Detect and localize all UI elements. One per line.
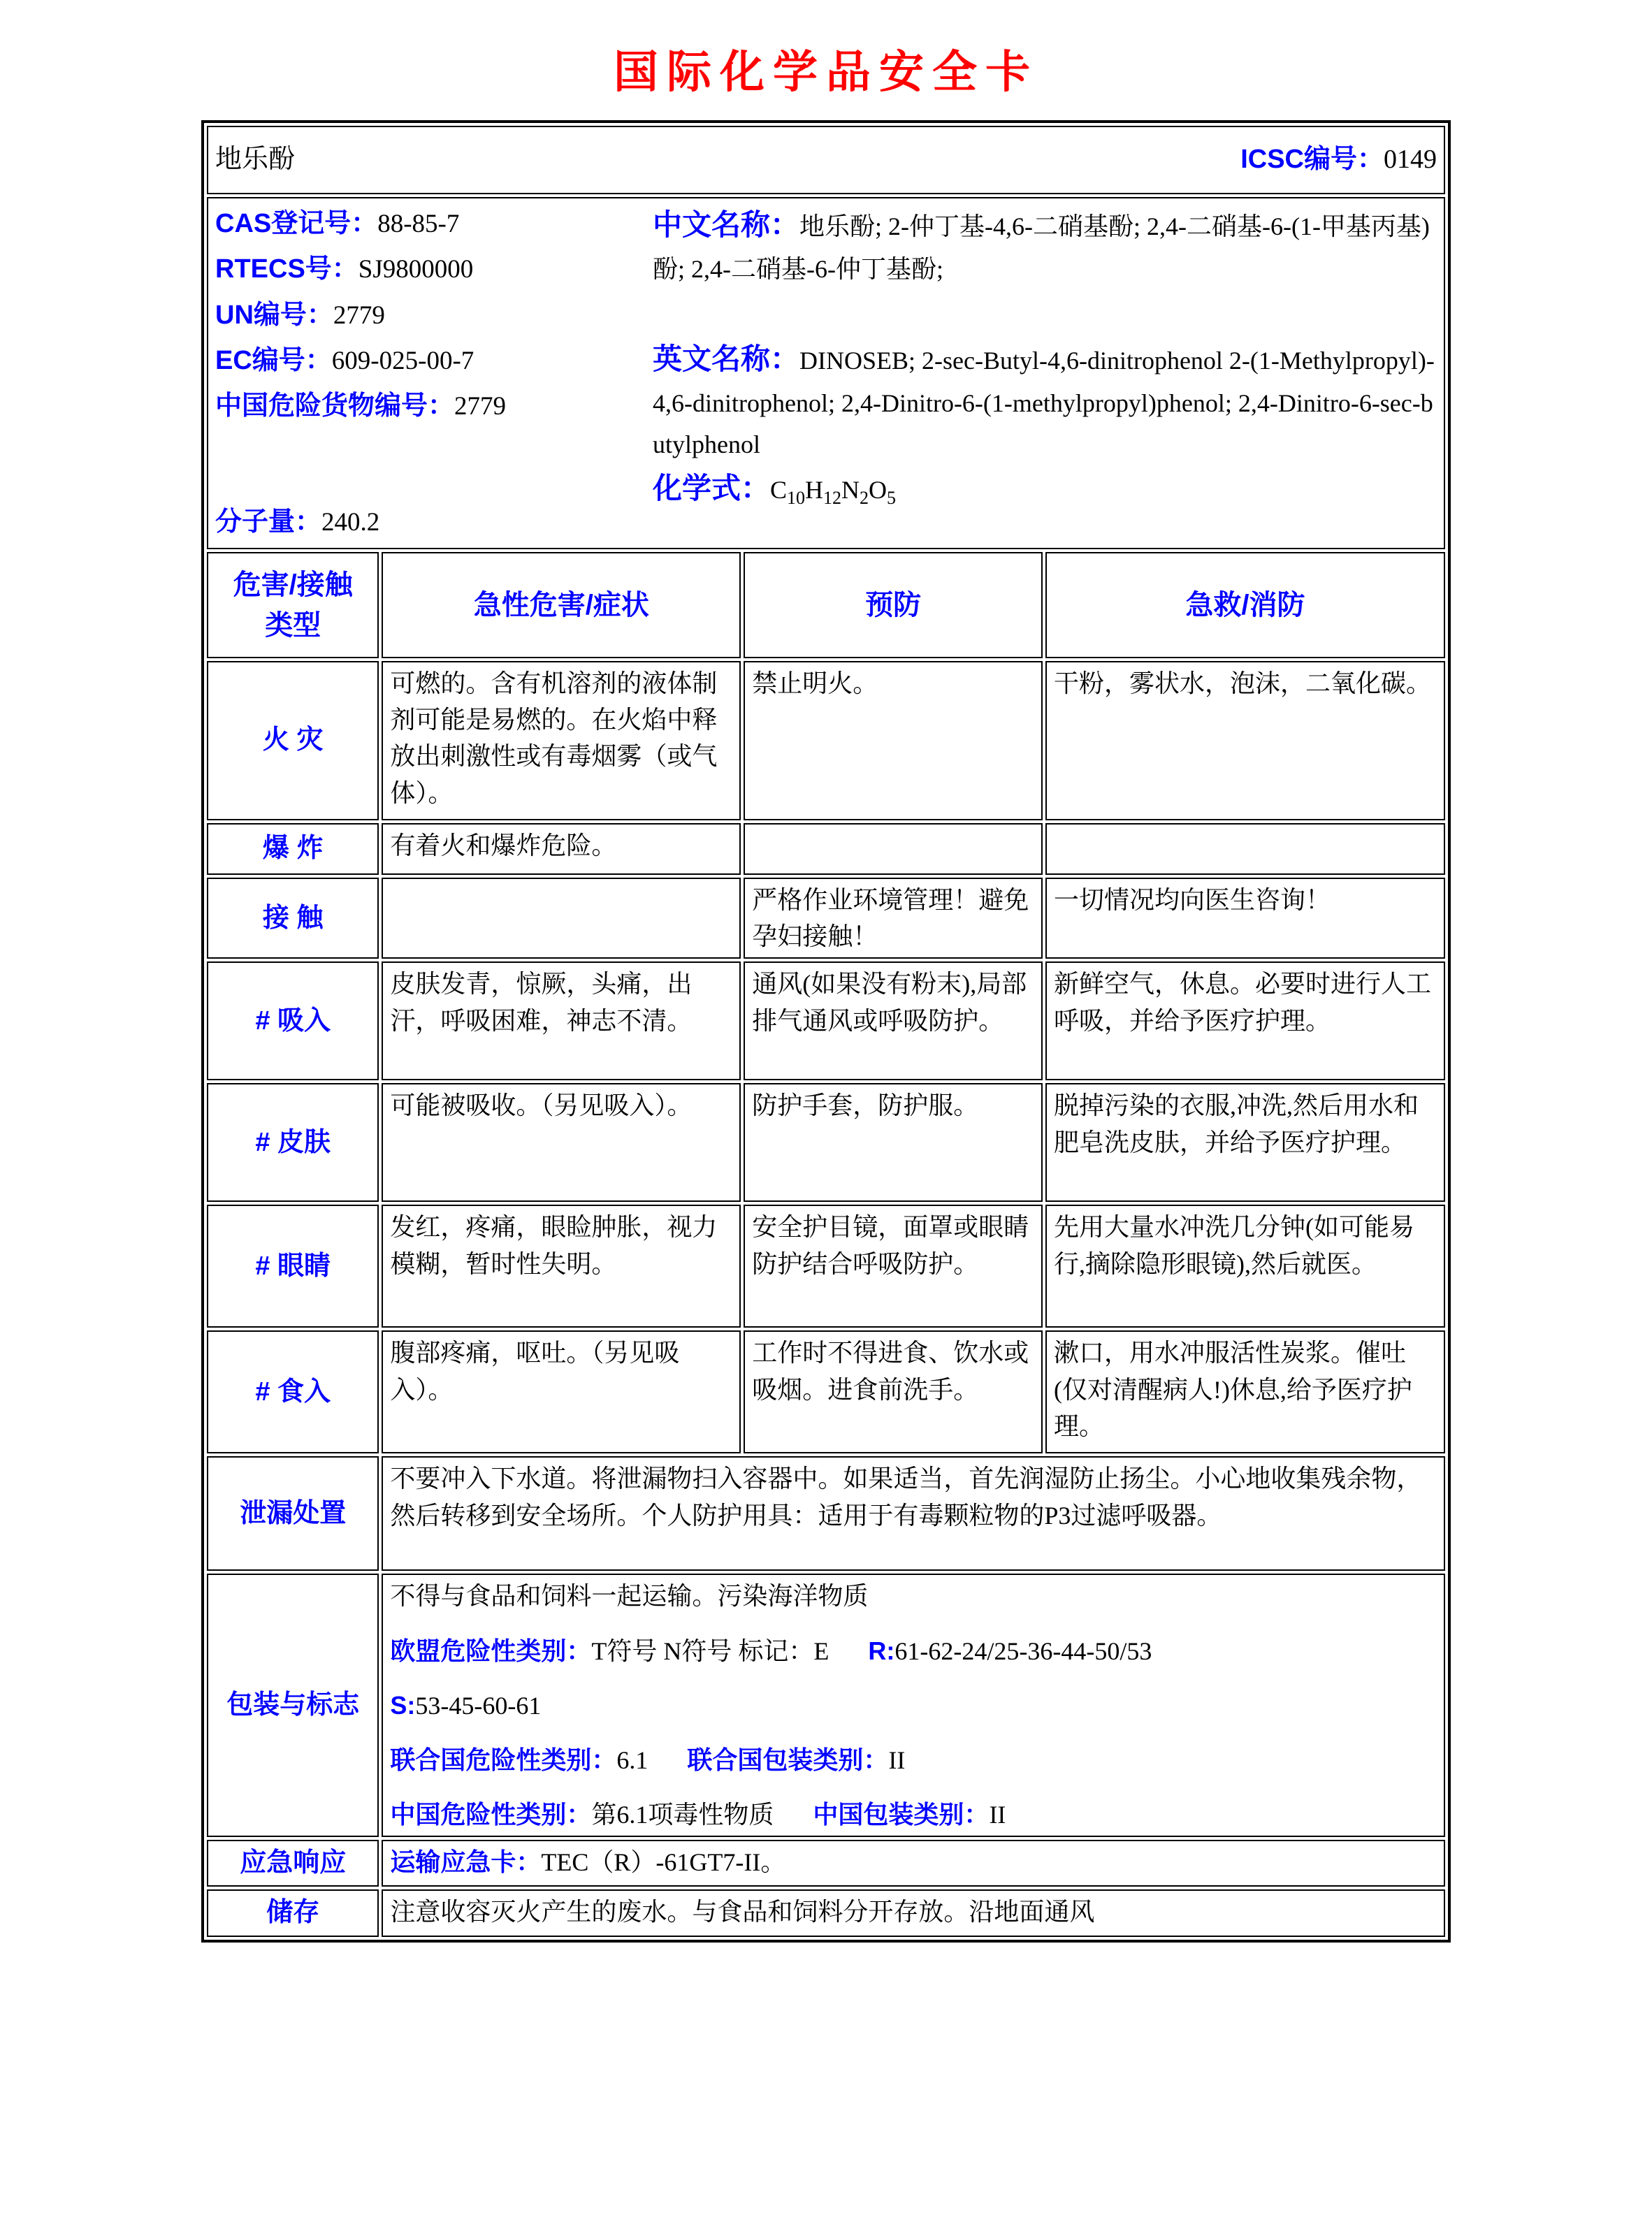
emergency-label: 应急响应 xyxy=(207,1840,379,1887)
transport-card-value: TEC（R）-61GT7-II。 xyxy=(541,1848,786,1877)
registry-numbers xyxy=(215,201,640,545)
emergency-row xyxy=(207,1840,1445,1887)
un-value: 2779 xyxy=(333,300,385,330)
packing-row xyxy=(207,1574,1445,1837)
exposure-firstaid: 一切情况均向医生咨询！ xyxy=(1045,878,1445,959)
chemical-names xyxy=(640,201,1437,545)
cn-dg-label: 中国危险货物编号： xyxy=(215,391,455,421)
formula-element: N xyxy=(841,476,860,504)
fire-prevention: 禁止明火。 xyxy=(744,661,1043,820)
un-class-label: 联合国危险性类别： xyxy=(390,1745,617,1774)
chinese-name-label: 中文名称： xyxy=(653,208,800,241)
chinese-name-paragraph xyxy=(653,201,1437,289)
mw-label: 分子量： xyxy=(215,507,322,537)
rtecs-value: SJ9800000 xyxy=(358,255,474,284)
un-pack-value: II xyxy=(888,1745,906,1774)
ec-number-line xyxy=(215,338,640,384)
formula-subscript: 2 xyxy=(860,488,869,509)
un-number-line xyxy=(215,293,640,338)
icsc-number-value: 0149 xyxy=(1384,145,1437,175)
hazard-row-skin xyxy=(207,1083,1445,1202)
hazard-row-explosion xyxy=(207,823,1445,875)
hazard-type-inhalation: # 吸入 xyxy=(207,961,379,1080)
formula-label: 化学式： xyxy=(653,472,771,504)
substance-header-cell xyxy=(207,126,1445,194)
english-name-paragraph xyxy=(653,335,1437,465)
formula-element: O xyxy=(869,476,887,504)
ingestion-prevention: 工作时不得进食、饮水或吸烟。进食前洗手。 xyxy=(744,1330,1043,1453)
substance-header-row xyxy=(207,126,1445,194)
column-header-prevention: 预防 xyxy=(744,552,1043,658)
inhalation-firstaid: 新鲜空气，休息。必要时进行人工呼吸，并给予医疗护理。 xyxy=(1045,961,1445,1080)
formula-subscript: 12 xyxy=(823,488,842,509)
packing-content xyxy=(382,1574,1445,1837)
cn-dg-value: 2779 xyxy=(454,392,507,421)
ingestion-symptoms: 腹部疼痛，呕吐。（另见吸入）。 xyxy=(382,1330,741,1453)
column-header-firstaid: 急救/消防 xyxy=(1045,552,1445,658)
hazard-type-skin: # 皮肤 xyxy=(207,1083,379,1202)
ec-label: EC编号： xyxy=(215,346,332,376)
eu-hazard-line xyxy=(390,1633,1437,1669)
cn-class-line xyxy=(390,1796,1437,1833)
formula-subscript: 10 xyxy=(787,488,806,509)
formula-subscript: 5 xyxy=(887,488,897,509)
chemical-formula-line xyxy=(653,465,1437,513)
eu-class-label: 欧盟危险性类别： xyxy=(390,1636,592,1665)
ingestion-firstaid: 漱口，用水冲服活性炭浆。催吐(仅对清醒病人!)休息,给予医疗护理。 xyxy=(1045,1330,1445,1453)
explosion-firstaid xyxy=(1045,823,1445,875)
r-phrases-value: 61-62-24/25-36-44-50/53 xyxy=(894,1636,1152,1665)
cn-class-value: 第6.1项毒性物质 xyxy=(591,1801,774,1829)
formula-value xyxy=(770,476,897,509)
emergency-content xyxy=(382,1840,1445,1887)
column-header-type xyxy=(207,552,379,658)
inhalation-symptoms: 皮肤发青，惊厥，头痛，出汗，呼吸困难，神志不清。 xyxy=(382,961,741,1080)
un-class-value: 6.1 xyxy=(616,1745,649,1774)
s-phrases-label: S: xyxy=(390,1690,416,1720)
eyes-prevention: 安全护目镜，面罩或眼睛防护结合呼吸防护。 xyxy=(744,1205,1043,1328)
storage-label: 储存 xyxy=(207,1889,379,1936)
icsc-table xyxy=(204,123,1448,1940)
column-header-type-line2: 类型 xyxy=(265,610,321,641)
molecular-weight-line xyxy=(215,500,640,545)
cn-dangerous-goods-line xyxy=(215,384,640,429)
explosion-symptoms: 有着火和爆炸危险。 xyxy=(382,823,741,875)
hazard-row-exposure xyxy=(207,878,1445,959)
s-phrases-value: 53-45-60-61 xyxy=(415,1691,542,1720)
safety-card xyxy=(201,120,1451,1943)
chinese-name-value: 地乐酚; 2-仲丁基-4,6-二硝基酚; 2,4-二硝基-6-(1-甲基丙基)酚; 2,4-二硝基-6-仲丁基酚; xyxy=(653,212,1430,284)
identity-row xyxy=(207,197,1445,549)
eyes-symptoms: 发红，疼痛，眼睑肿胀，视力模糊，暂时性失明。 xyxy=(382,1205,741,1328)
hazard-row-eyes xyxy=(207,1205,1445,1328)
column-header-symptoms: 急性危害/症状 xyxy=(382,552,741,658)
transport-note: 不得与食品和饲料一起运输。污染海洋物质 xyxy=(390,1582,869,1611)
s-phrases-line xyxy=(390,1687,1437,1724)
rtecs-number-line xyxy=(215,247,640,292)
exposure-prevention: 严格作业环境管理！避免孕妇接触！ xyxy=(744,878,1043,959)
spill-row xyxy=(207,1456,1445,1571)
exposure-symptoms xyxy=(382,878,741,959)
cas-label: CAS登记号： xyxy=(215,209,378,238)
formula-element: H xyxy=(805,476,824,504)
hazard-type-explosion: 爆 炸 xyxy=(207,823,379,875)
cas-value: 88-85-7 xyxy=(377,210,460,238)
transport-card-label: 运输应急卡： xyxy=(390,1847,542,1877)
column-header-row xyxy=(207,552,1445,658)
un-label: UN编号： xyxy=(215,300,333,330)
inhalation-prevention: 通风(如果没有粉末),局部排气通风或呼吸防护。 xyxy=(744,961,1043,1080)
page-title: 国际化学品安全卡 xyxy=(614,47,1038,97)
hazard-row-inhalation xyxy=(207,961,1445,1080)
fire-symptoms: 可燃的。含有机溶剂的液体制剂可能是易燃的。在火焰中释放出刺激性或有毒烟雾（或气体）。 xyxy=(382,661,741,820)
un-pack-label: 联合国包装类别： xyxy=(687,1745,889,1774)
eyes-firstaid: 先用大量水冲洗几分钟(如可能易行,摘除隐形眼镜),然后就医。 xyxy=(1045,1205,1445,1328)
rtecs-label: RTECS号： xyxy=(215,254,358,284)
identity-cell xyxy=(207,197,1445,549)
icsc-number-label: ICSC编号： xyxy=(1240,145,1384,175)
ec-value: 609-025-00-7 xyxy=(331,347,474,376)
english-name-value: DINOSEB; 2-sec-Butyl-4,6-dinitrophenol 2-(1-Methylpropyl)-4,6-dinitrophenol; 2,4-Dinitro-6-(1-methylpropyl)phenol; 2,4-Dinitro-6-sec-butylphenol xyxy=(653,347,1435,458)
hazard-row-fire xyxy=(207,661,1445,820)
fire-firstaid: 干粉，雾状水，泡沫，二氧化碳。 xyxy=(1045,661,1445,820)
spill-text: 不要冲入下水道。将泄漏物扫入容器中。如果适当，首先润湿防止扬尘。小心地收集残余物，然后转移到安全场所。个人防护用具：适用于有毒颗粒物的P3过滤呼吸器。 xyxy=(382,1456,1445,1571)
substance-name: 地乐酚 xyxy=(215,145,296,175)
mw-value: 240.2 xyxy=(321,507,380,537)
skin-symptoms: 可能被吸收。（另见吸入）。 xyxy=(382,1083,741,1202)
hazard-type-ingestion: # 食入 xyxy=(207,1330,379,1453)
storage-text: 注意收容灭火产生的废水。与食品和饲料分开存放。沿地面通风 xyxy=(382,1889,1445,1936)
hazard-row-ingestion xyxy=(207,1330,1445,1453)
cn-pack-label: 中国包装类别： xyxy=(813,1800,990,1829)
cn-class-label: 中国危险性类别： xyxy=(390,1800,592,1829)
explosion-prevention xyxy=(744,823,1043,875)
eu-class-value: T符号 N符号 标记：E xyxy=(591,1636,829,1665)
formula-element: C xyxy=(770,476,788,504)
hazard-type-eyes: # 眼睛 xyxy=(207,1205,379,1328)
un-class-line xyxy=(390,1742,1437,1778)
column-header-type-line1: 危害/接触 xyxy=(233,569,353,600)
cas-number-line xyxy=(215,201,640,247)
cn-pack-value: II xyxy=(989,1801,1006,1829)
skin-prevention: 防护手套，防护服。 xyxy=(744,1083,1043,1202)
english-name-label: 英文名称： xyxy=(653,342,800,376)
packing-label: 包装与标志 xyxy=(207,1574,379,1837)
spill-label: 泄漏处置 xyxy=(207,1456,379,1571)
hazard-type-exposure: 接 触 xyxy=(207,878,379,959)
skin-firstaid: 脱掉污染的衣服,冲洗,然后用水和肥皂洗皮肤，并给予医疗护理。 xyxy=(1045,1083,1445,1202)
registry-number-list xyxy=(215,201,640,430)
hazard-type-fire: 火 灾 xyxy=(207,661,379,820)
icsc-number xyxy=(1240,140,1437,179)
storage-row xyxy=(207,1889,1445,1936)
r-phrases-label: R: xyxy=(868,1636,895,1665)
